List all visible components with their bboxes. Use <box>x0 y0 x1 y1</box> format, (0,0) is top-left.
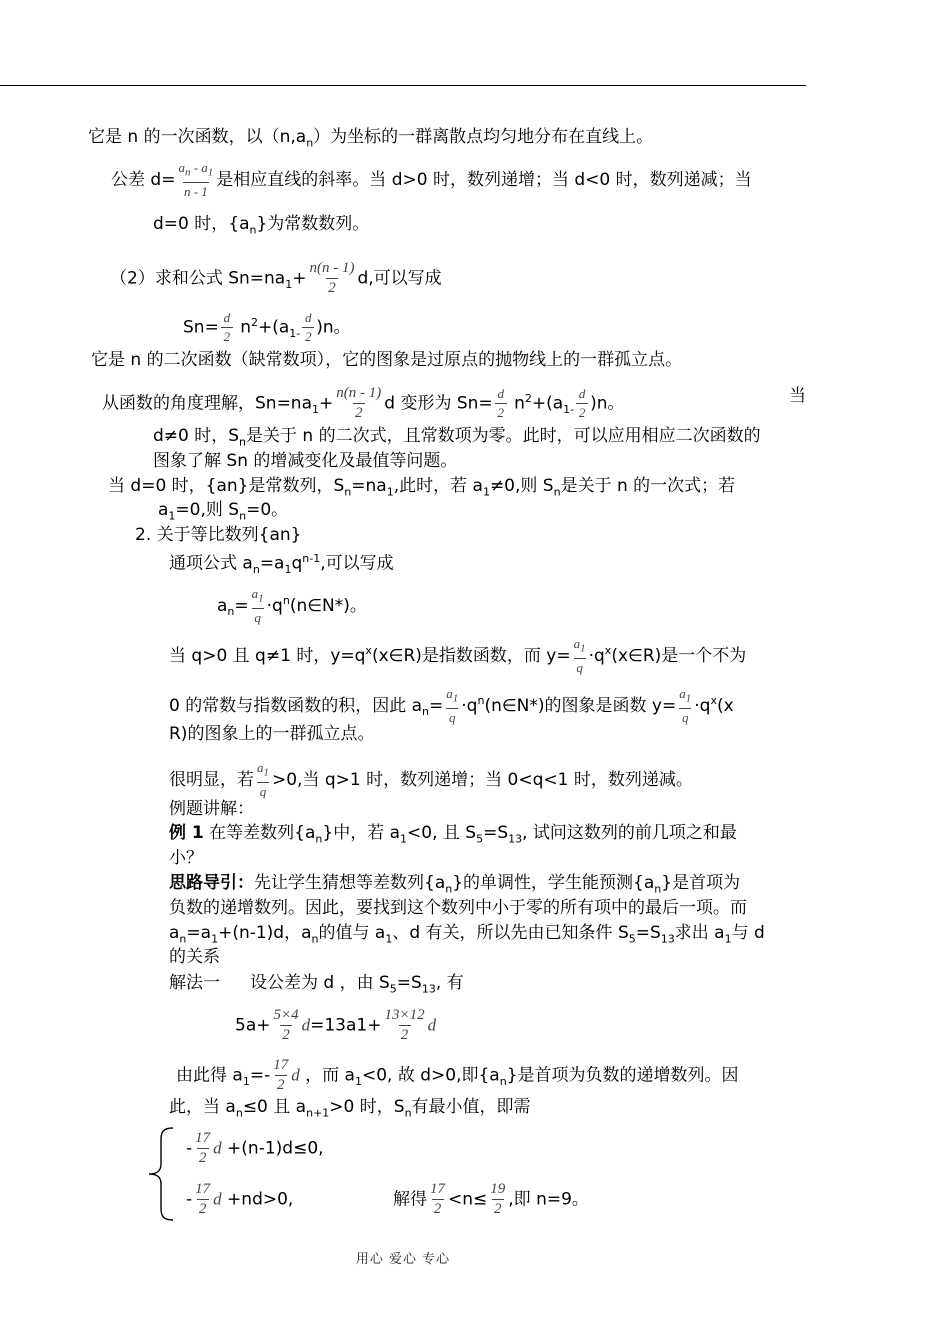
page-footer: 用心 爱心 专心 <box>355 1252 451 1267</box>
fraction-slope: $\frac{a_n - a_1}{n - 1}$ <box>178 160 214 199</box>
section-heading-geometric: 2. 关于等比数列{an} <box>135 525 302 545</box>
text-line-d-zero: 当 d=0 时，{an}是常数列，$S_n=na_1$,此时，若 $a_1\ne 0$,则 $S_n$是关于 n 的一次式；若 <box>108 476 736 499</box>
text-line-exponential: 当 q>0 且 q≠1 时，$y=q^x(x\in R)$是指数函数，而 y= $\frac{a_1}{q}$ $\cdot q^x(x\in R)$是一个不为 <box>169 636 747 675</box>
text-line-an-formula: $a_n=$ $\frac{a_1}{q}$ $\cdot q^n(n\in N*)$。 <box>217 586 367 625</box>
text-line-quadratic: 它是 n 的二次函数（缺常数项），它的图象是过原点的抛物线上的一群孤立点。 <box>91 350 683 370</box>
fraction-n-n-1: $\frac{n(n - 1)}{2}$ <box>309 260 355 296</box>
fraction-a1-q: $\frac{a_1}{q}$ <box>679 686 692 725</box>
text-line-graph-usage: 图象了解 Sn 的增减变化及最值等问题。 <box>153 451 458 471</box>
fraction-a1-q: $\frac{a_1}{q}$ <box>257 760 269 799</box>
text-line-inequality-2: - $\frac{17}{2}$ d +nd>0, 解得 $\frac{17}{2}$ <n≤ $\frac{19}{2}$ ,即 n=9。 <box>186 1181 589 1217</box>
text-line-general-term: 通项公式 $a_n=a_1q^{n-1}$,可以写成 <box>169 552 394 577</box>
fraction-5x4: $\frac{5\times 4}{2}$ <box>273 1007 299 1043</box>
fraction-13x12: $\frac{13\times 12}{2}$ <box>384 1007 425 1043</box>
text-line-guide: 思路导引：先让学生猜想等差数列$\{a_n\}$的单调性，学生能预测$\{a_n\}$是首项为 <box>169 873 741 896</box>
fraction-a1-q: $\frac{a_1}{q}$ <box>446 686 459 725</box>
left-brace-icon <box>145 1126 179 1222</box>
fraction-19-2: $\frac{19}{2}$ <box>490 1181 506 1217</box>
text-line-monotonic: 很明显，若 $\frac{a_1}{q}$ >0,当 q>1 时，数列递增；当 0<q<1 时，数列递减。 <box>169 760 693 799</box>
fraction-n-n-1: $\frac{n(n - 1)}{2}$ <box>336 385 382 421</box>
text-line-sum-formula: （2）求和公式 $Sn=na_1+$ $\frac{n(n - 1)}{2}$ d,可以写成 <box>110 260 442 296</box>
text-line-minimum: 此，当 $a_n\le 0$ 且 $a_{n+1}>0$ 时，$S_n$有最小值，即需 <box>169 1097 531 1120</box>
text-line-example-1: 例 1 在等差数列$\{a_n\}$中，若 $a_1<0$, 且 $S_5=S_{13}$, 试问这数列的前几项之和最 <box>169 823 737 846</box>
text-line-d-nonzero: d≠0 时，$S_n$是关于 n 的二次式，且常数项为零。此时，可以应用相应二次函数的 <box>153 426 761 449</box>
text-line-product: 0 的常数与指数函数的积，因此 $a_n=$ $\frac{a_1}{q}$ $\cdot q^n(n\in N*)$的图象是函数 y= $\frac{a_1}{q}$ $\cdot q^x(x$ <box>169 686 734 725</box>
text-line-guide-2: 负数的递增数列。因此，要找到这个数列中小于零的所有项中的最后一项。而 <box>169 898 747 918</box>
text-line-inequality-1: - $\frac{17}{2}$ d +(n-1)d≤0, <box>186 1130 324 1166</box>
text-line-example-1-cont: 小？ <box>169 848 203 868</box>
fraction-17-2: $\frac{17}{2}$ <box>195 1181 211 1217</box>
text-line-examples-heading: 例题讲解： <box>169 799 254 819</box>
text-line-derive-a1: 由此得 $a_1=-$ $\frac{17}{2}$ d ，而 $a_1<0$, 故 d>0,即$\{a_n\}$是首项为负数的递增数列。因 <box>176 1057 739 1093</box>
text-line-equation: 5a+ $\frac{5\times 4}{2}$ d=13a1+ $\frac{13\times 12}{2}$ d <box>235 1007 437 1043</box>
header-rule <box>0 85 806 86</box>
fraction-17-2: $\frac{17}{2}$ <box>195 1130 211 1166</box>
fraction-d-2: $\frac{d}{2}$ <box>221 310 233 345</box>
fraction-a1-q: $\frac{a_1}{q}$ <box>573 636 586 675</box>
text-line-solution-1: 解法一 设公差为 d ，由 $S_5=S_{13}$, 有 <box>169 973 464 996</box>
fraction-d-2: $\frac{d}{2}$ <box>302 310 314 345</box>
text-line-constant: d=0 时，$\{a_n\}$为常数数列。 <box>153 214 370 237</box>
text-line-isolated-points: R)的图象上的一群孤立点。 <box>169 724 375 744</box>
text-line-guide-3: $a_n=a_1+(n-1)d$，$a_n$的值与 $a_1$、d 有关，所以先由已知条件 $S_5=S_{13}$求出 $a_1$与 d <box>169 923 765 946</box>
fraction-a1-q: $\frac{a_1}{q}$ <box>251 586 264 625</box>
fraction-17-2: $\frac{17}{2}$ <box>273 1057 289 1093</box>
text-line-a1-zero: $a_1=0$,则 $S_n=0$。 <box>158 500 289 523</box>
fraction-d-2: $\frac{d}{2}$ <box>495 386 507 421</box>
text-line-guide-4: 的关系 <box>169 947 220 967</box>
fraction-17-2: $\frac{17}{2}$ <box>430 1181 445 1217</box>
fraction-d-2: $\frac{d}{2}$ <box>576 386 588 421</box>
text-line-linear: 它是 n 的一次函数，以$(n,a_n)$为坐标的一群离散点均匀地分布在直线上。 <box>88 127 654 150</box>
text-line-common-difference: 公差 d= $\frac{a_n - a_1}{n - 1}$ 是相应直线的斜率。当 d>0 时，数列递增；当 d<0 时，数列递减；当 <box>111 160 752 199</box>
text-line-function-view: 从函数的角度理解，$Sn=na_1+$ $\frac{n(n - 1)}{2}$ d 变形为 Sn= $\frac{d}{2}$ $n^2+(a_{1-}$ $\frac{d}{2}$ )n。 当 <box>102 385 806 421</box>
text-line-sn: Sn= $\frac{d}{2}$ $n^2+(a_{1-}$ $\frac{d}{2}$ )n。 <box>183 310 351 344</box>
